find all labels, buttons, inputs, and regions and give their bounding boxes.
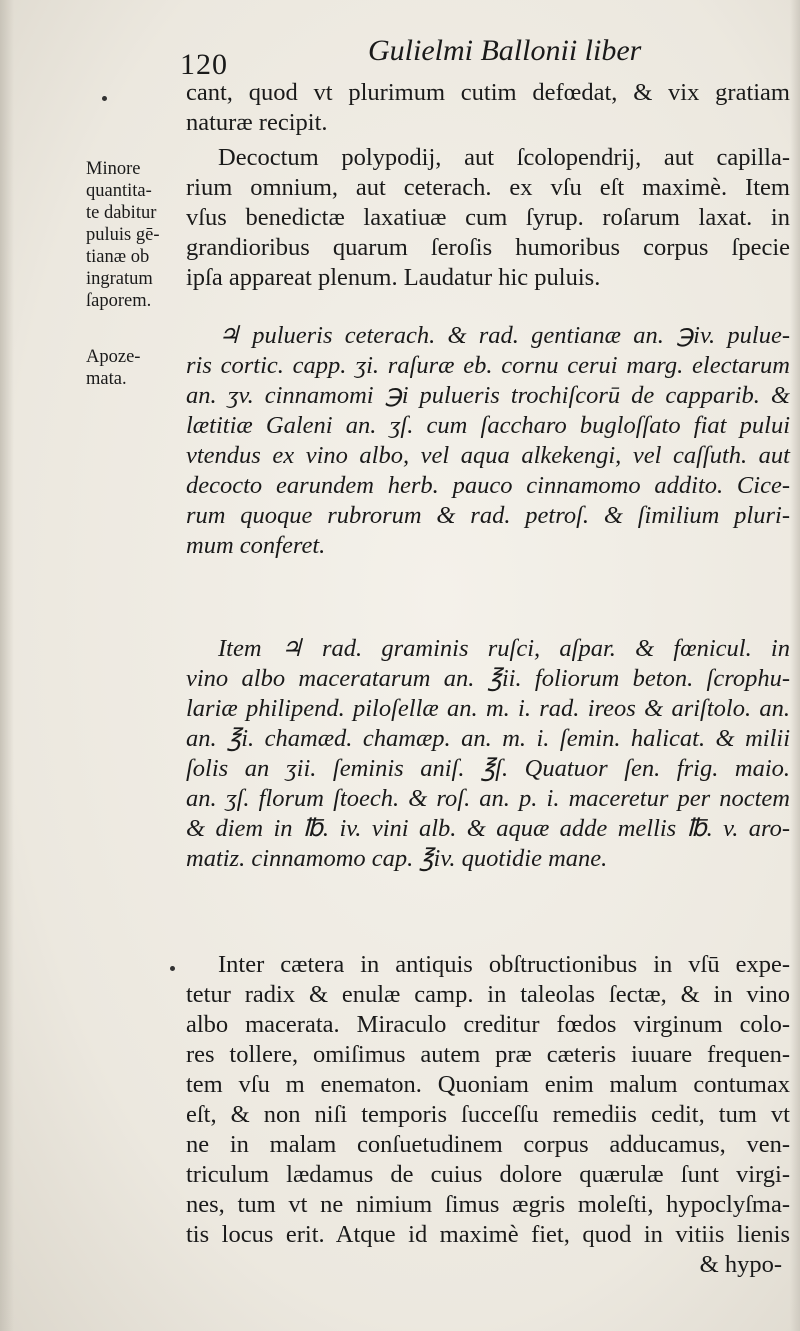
margin-dot-mark: [102, 96, 107, 101]
text-line: mum conferet.: [186, 532, 326, 559]
margin-note-line: ingratum: [86, 269, 153, 289]
text-line: lariæ philipend. piloſellæ an. m. i. rad. ireos & ariſtolo. an.: [186, 695, 790, 722]
catchword-line: & hypo-: [699, 1251, 782, 1278]
page-shadow-left: [0, 0, 14, 1331]
text-line: cant, quod vt plurimum cutim defœdat, & vix gratiam: [186, 79, 790, 106]
recipe-item: [186, 634, 790, 874]
text-line: ipſa appareat plenum. Laudatur hic puluis.: [186, 264, 601, 291]
text-line: & diem in ℔. iv. vini alb. & aquæ adde mellis ℔. v. aro-: [186, 815, 790, 842]
margin-dot-mark: [170, 966, 175, 971]
margin-note-line: tianæ ob: [86, 247, 150, 267]
margin-note-line: quantita-: [86, 181, 152, 201]
text-line: ris cortic. capp. ʒi. raſuræ eb. cornu cerui marg. electarum: [186, 352, 790, 379]
paragraph-continuation: [186, 78, 790, 138]
margin-note-line: mata.: [86, 369, 127, 389]
margin-note-line: Minore: [86, 159, 141, 179]
text-line: Inter cætera in antiquis obſtructionibus in vſū expe-: [218, 951, 790, 978]
margin-note-line: Apoze-: [86, 347, 141, 367]
text-line: vino albo maceratarum an. ℥ii. foliorum beton. ſcrophu-: [186, 665, 790, 692]
text-line: vtendus ex vino albo, vel aqua alkekengi, vel caſſuth. aut: [186, 442, 790, 469]
text-line: tis locus erit. Atque id maximè fiet, quod in vitiis lienis: [186, 1221, 790, 1248]
text-line: nes, tum vt ne nimium ſimus ægris moleſti, hypoclyſma-: [186, 1191, 790, 1218]
text-line: ♃ pulueris ceterach. & rad. gentianæ an. ℈iv. pulue-: [218, 322, 790, 349]
text-line: Item ♃ rad. graminis ruſci, aſpar. & fœnicul. in: [218, 635, 790, 662]
text-line: Decoctum polypodij, aut ſcolopendrij, aut capilla-: [218, 144, 790, 171]
margin-note-line: ſaporem.: [86, 291, 152, 311]
page-shadow-right: [790, 0, 800, 1331]
text-line: tetur radix & enulæ camp. in taleolas ſectæ, & in vino: [186, 981, 790, 1008]
running-head: Gulielmi Ballonii liber: [368, 34, 642, 67]
text-line: lætitiæ Galeni an. ʒſ. cum ſaccharo bugloſſato fiat pului: [186, 412, 790, 439]
text-line: tem vſu m enematon. Quoniam enim malum contumax: [186, 1071, 790, 1098]
recipe-puluis: [186, 321, 790, 561]
text-line: eſt, & non niſi temporis ſucceſſu remediis cedit, tum vt: [186, 1101, 790, 1128]
text-line: ſolis an ʒii. ſeminis aniſ. ℥ſ. Quatuor ſen. frig. maio.: [186, 755, 790, 782]
text-line: ne in malam conſuetudinem corpus adducamus, ven-: [186, 1131, 790, 1158]
text-line: albo macerata. Miraculo creditur fœdos virginum colo-: [186, 1011, 790, 1038]
text-line: rium omnium, aut ceterach. ex vſu eſt maximè. Item: [186, 174, 790, 201]
text-line: triculum lædamus de cuius dolore quærulæ ſunt virgi-: [186, 1161, 790, 1188]
margin-note-gentian: [86, 158, 182, 312]
text-line: vſus benedictæ laxatiuæ cum ſyrup. roſarum laxat. in: [186, 204, 790, 231]
text-line: an. ʒſ. florum ſtoech. & roſ. an. p. i. maceretur per noctem: [186, 785, 790, 812]
margin-note-line: puluis gē-: [86, 225, 160, 245]
margin-note-line: te dabitur: [86, 203, 157, 223]
text-line: an. ℥i. chamæd. chamæp. an. m. i. ſemin. halicat. & milii: [186, 725, 790, 752]
text-line: naturæ recipit.: [186, 109, 328, 136]
text-line: matiz. cinnamomo cap. ℥iv. quotidie mane.: [186, 845, 608, 872]
text-line: rum quoque rubrorum & rad. petroſ. & ſimilium pluri-: [186, 502, 790, 529]
text-line: grandioribus quarum ſeroſis humoribus corpus ſpecie: [186, 234, 790, 261]
margin-note-apozemata: [86, 346, 182, 390]
paragraph-decoctum: [186, 143, 790, 293]
page-number: 120: [180, 48, 228, 81]
paragraph-inter-caetera: [186, 950, 790, 1280]
text-line: decocto earundem herb. pauco cinnamomo addito. Cice-: [186, 472, 790, 499]
text-line: an. ʒv. cinnamomi ℈i pulueris trochiſcorū de capparib. &: [186, 382, 790, 409]
text-line: res tollere, omiſimus autem præ cæteris iuuare frequen-: [186, 1041, 790, 1068]
